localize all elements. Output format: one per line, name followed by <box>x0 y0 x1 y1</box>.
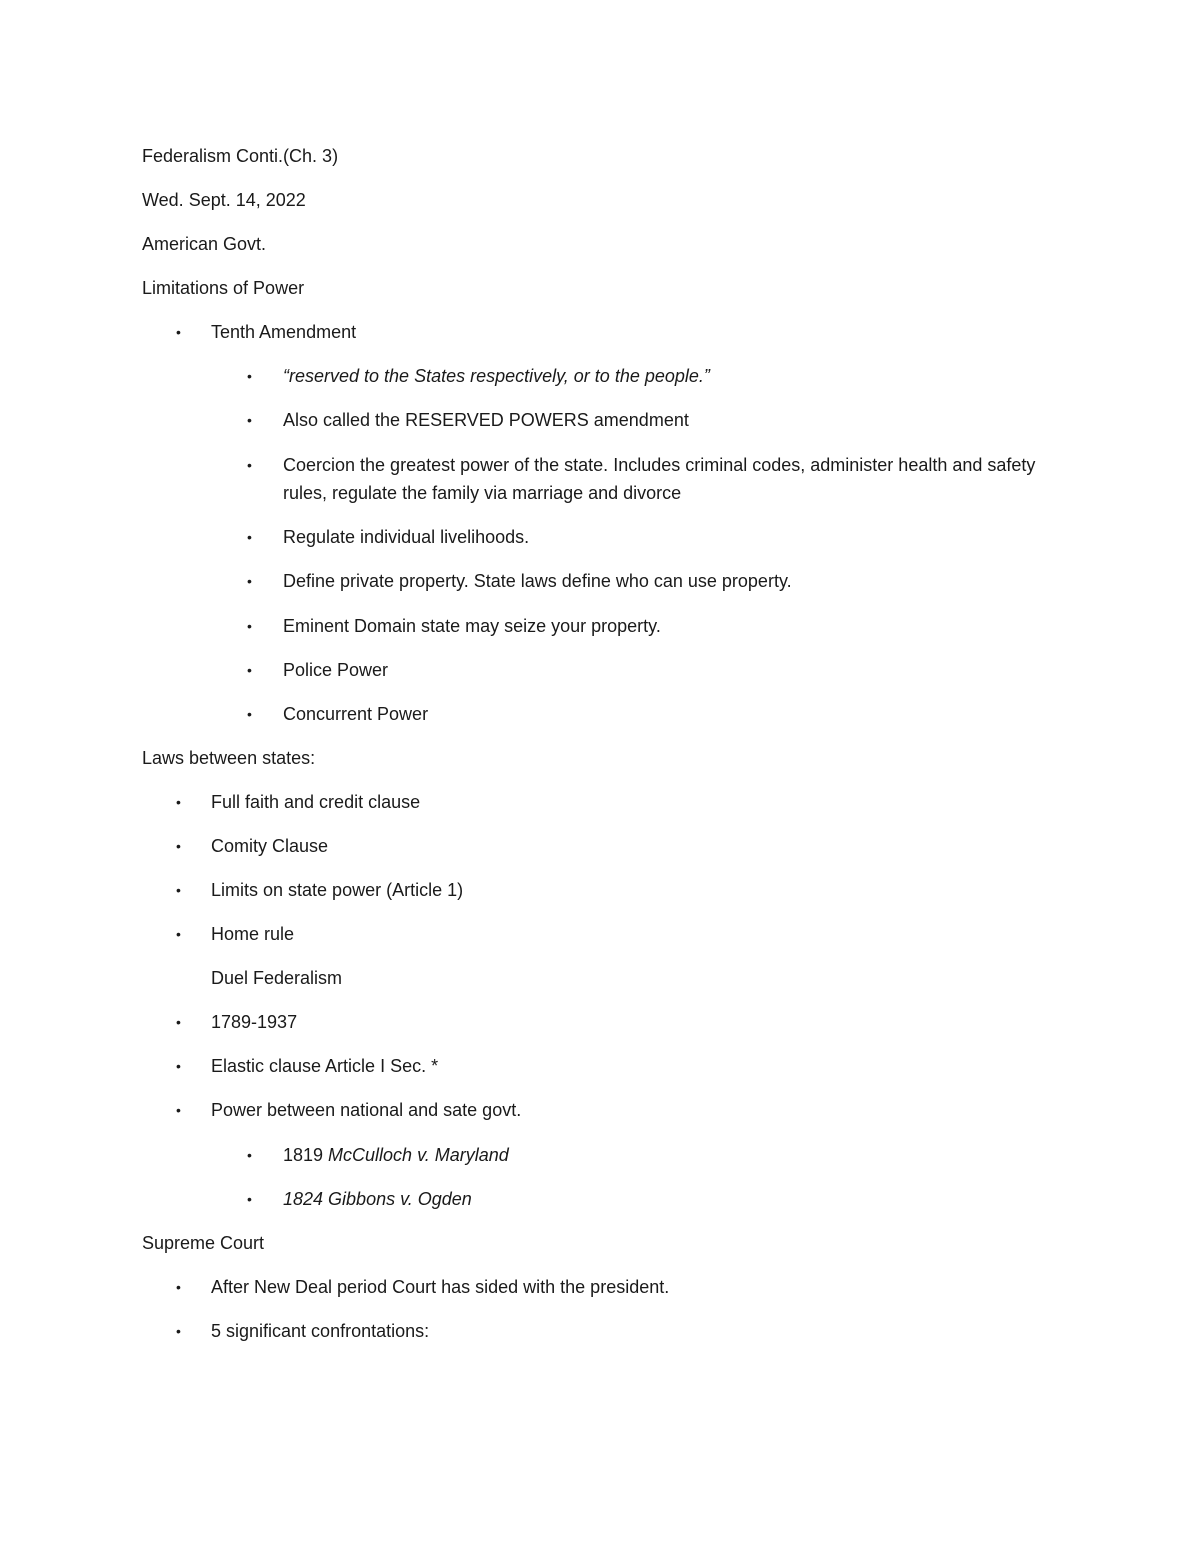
list-item-tenth-amendment: Tenth Amendment <box>211 322 357 342</box>
list-item-new-deal: After New Deal period Court has sided with the president. <box>211 1277 670 1297</box>
bullet-icon: • <box>176 794 181 810</box>
list-item-case-mcculloch <box>283 1141 509 1169</box>
bullet-icon: • <box>247 529 252 545</box>
bullet-icon: • <box>176 882 181 898</box>
list-item-home-rule: Home rule <box>211 924 295 944</box>
document-title: Federalism Conti.(Ch. 3) <box>142 146 339 166</box>
list-item-quote: “reserved to the States respectively, or to the people.” <box>283 366 710 386</box>
bullet-icon: • <box>247 618 252 634</box>
list-item-limits-state-power: Limits on state power (Article 1) <box>211 880 464 900</box>
list-item-police-power: Police Power <box>283 660 389 680</box>
case-year: 1819 <box>283 1145 329 1165</box>
bullet-icon: • <box>247 1191 252 1207</box>
bullet-icon: • <box>247 457 252 473</box>
bullet-icon: • <box>247 662 252 678</box>
bullet-icon: • <box>176 838 181 854</box>
list-item-coercion: Coercion the greatest power of the state. Includes criminal codes, administer health and safety rules, regulate the family via marriage and divorce <box>283 455 1036 503</box>
list-item-full-faith: Full faith and credit clause <box>211 792 421 812</box>
bullet-icon: • <box>176 926 181 942</box>
list-item-eminent-domain: Eminent Domain state may seize your property. <box>283 616 661 636</box>
bullet-icon: • <box>247 368 252 384</box>
list-item-elastic-clause: Elastic clause Article I Sec. * <box>211 1056 439 1076</box>
bullet-icon: • <box>247 573 252 589</box>
section-heading-laws-between-states: Laws between states: <box>142 748 316 768</box>
section-heading-supreme-court: Supreme Court <box>142 1233 265 1253</box>
document-date: Wed. Sept. 14, 2022 <box>142 190 306 210</box>
list-item-date-range: 1789-1937 <box>211 1012 298 1032</box>
course-name: American Govt. <box>142 234 267 254</box>
section-heading-limitations: Limitations of Power <box>142 278 305 298</box>
bullet-icon: • <box>247 1147 252 1163</box>
list-item-power-between: Power between national and sate govt. <box>211 1100 522 1120</box>
list-item-private-property: Define private property. State laws define who can use property. <box>283 571 792 591</box>
bullet-icon: • <box>176 1279 181 1295</box>
bullet-icon: • <box>176 1014 181 1030</box>
bullet-icon: • <box>176 324 181 340</box>
list-item-comity-clause: Comity Clause <box>211 836 329 856</box>
bullet-icon: • <box>176 1323 181 1339</box>
list-item-confrontations: 5 significant confrontations: <box>211 1321 430 1341</box>
list-item-reserved-powers: Also called the RESERVED POWERS amendment <box>283 410 689 430</box>
section-heading-dual-federalism: Duel Federalism <box>211 968 343 988</box>
list-item-case-gibbons: 1824 Gibbons v. Ogden <box>283 1189 472 1209</box>
case-name: McCulloch v. Maryland <box>328 1145 509 1165</box>
list-item-concurrent-power: Concurrent Power <box>283 704 429 724</box>
list-item-livelihoods: Regulate individual livelihoods. <box>283 527 530 547</box>
bullet-icon: • <box>247 706 252 722</box>
bullet-icon: • <box>176 1102 181 1118</box>
bullet-icon: • <box>176 1058 181 1074</box>
bullet-icon: • <box>247 412 252 428</box>
